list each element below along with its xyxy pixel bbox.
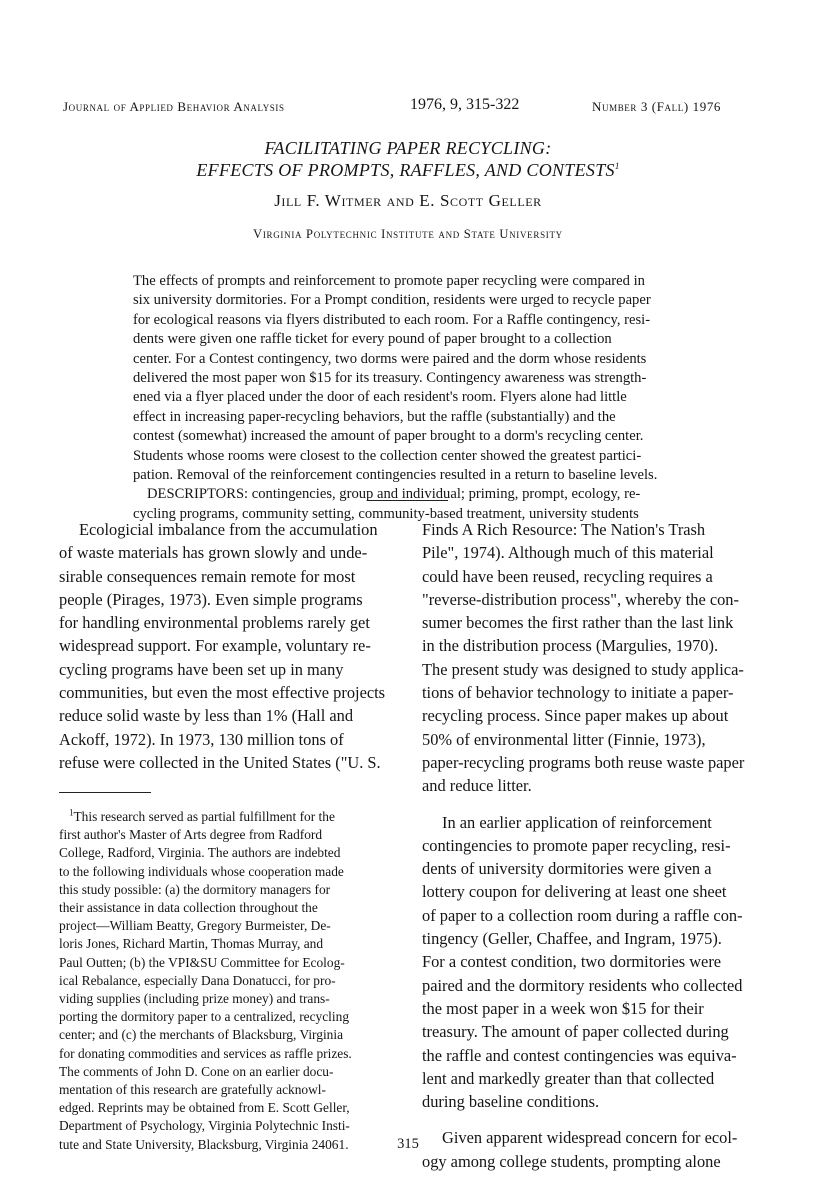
body-line: treasury. The amount of paper collected during	[422, 1022, 729, 1042]
body-line: tingency (Geller, Chaffee, and Ingram, 1975).	[422, 929, 722, 949]
footnote-line: tute and State University, Blacksburg, Virginia 24061.	[59, 1136, 349, 1152]
body-line: could have been reused, recycling requires a	[422, 566, 713, 586]
abstract-line: contest (somewhat) increased the amount of paper brought to a dorm's recycling center.	[133, 428, 644, 445]
footnote	[59, 808, 399, 1154]
body-line: tions of behavior technology to initiate a paper-	[422, 683, 734, 703]
footnote-text: This research served as partial fulfillment for the	[73, 809, 335, 824]
body-line: "reverse-distribution process", whereby the con-	[422, 589, 739, 609]
body-line: recycling process. Since paper makes up about	[422, 706, 729, 726]
affiliation: Virginia Polytechnic Institute and State University	[253, 227, 563, 241]
footnote-line: mentation of this research are gratefully acknowl-	[59, 1082, 326, 1098]
body-line: sumer becomes the first rather than the last link	[422, 613, 734, 633]
footnote-line: first author's Master of Arts degree from Radford	[59, 827, 323, 843]
footnote-line: their assistance in data collection throughout the	[59, 900, 318, 916]
abstract-line: effect in increasing paper-recycling behaviors, but the raffle (substantially) and the	[133, 408, 616, 425]
descriptors-line: cycling programs, community setting, community-based treatment, university students	[133, 505, 639, 522]
body-line: refuse were collected in the United States ("U. S.	[59, 752, 381, 772]
body-line: communities, but even the most effective projects	[59, 683, 386, 703]
body-line: Ackoff, 1972). In 1973, 130 million tons of	[59, 729, 344, 749]
body-line: widespread support. For example, voluntary re-	[59, 636, 371, 656]
body-line: the most paper in a week won $15 for their	[422, 998, 704, 1018]
citation: 1976, 9, 315-322	[410, 96, 520, 113]
body-line: during baseline conditions.	[422, 1092, 600, 1112]
body-line: 50% of environmental litter (Finnie, 1973),	[422, 729, 706, 749]
abstract-line: dents were given one raffle ticket for every pound of paper brought to a collection	[133, 331, 612, 348]
footnote-line	[59, 808, 399, 826]
abstract-line: The effects of prompts and reinforcement to promote paper recycling were compared in	[133, 273, 645, 289]
abstract-line: center. For a Contest contingency, two dorms were paired and the dorm whose residents	[133, 350, 647, 367]
body-line: Pile", 1974). Although much of this material	[422, 543, 714, 563]
body-line: paper-recycling programs both reuse waste paper	[422, 752, 745, 772]
body-line: of paper to a collection room during a raffle con-	[422, 905, 743, 925]
body-line: lottery coupon for delivering at least one sheet	[422, 882, 727, 902]
descriptors-line: DESCRIPTORS: contingencies, group and individual; priming, prompt, ecology, re-	[147, 486, 641, 503]
body-line: paired and the dormitory residents who collected	[422, 975, 743, 995]
abstract-line: delivered the most paper won $15 for its treasury. Contingency awareness was strength-	[133, 370, 647, 387]
footnote-line: Paul Outten; (b) the VPI&SU Committee for Ecolog-	[59, 954, 345, 970]
title-footnote-marker: 1	[614, 161, 620, 171]
body-line: of waste materials has grown slowly and unde-	[59, 543, 368, 563]
left-column	[59, 518, 393, 774]
body-line: cycling programs have been set up in many	[59, 659, 344, 679]
footnote-line: viding supplies (including prize money) and trans-	[59, 991, 330, 1007]
footnote-line: College, Radford, Virginia. The authors are indebted	[59, 845, 341, 861]
abstract-line: for ecological reasons via flyers distributed to each room. For a Raffle contingency, resi-	[133, 311, 651, 328]
issue-info: Number 3 (Fall) 1976	[592, 99, 722, 114]
footnote-line: Department of Psychology, Virginia Polytechnic Insti-	[59, 1118, 350, 1134]
footnote-line: for donating commodities and services as raffle prizes.	[59, 1045, 352, 1061]
title-line-1: FACILITATING PAPER RECYCLING:	[264, 138, 552, 158]
body-line: The present study was designed to study applica-	[422, 659, 744, 679]
footnote-line: The comments of John D. Cone on an earlier docu-	[59, 1063, 334, 1079]
page-number: 315	[397, 1136, 419, 1152]
section-divider	[368, 500, 448, 501]
body-line: and reduce litter.	[422, 776, 532, 796]
title-line-2-text: EFFECTS OF PROMPTS, RAFFLES, AND CONTESTS	[196, 160, 615, 180]
footnote-line: loris Jones, Richard Martin, Thomas Murray, and	[59, 936, 324, 952]
abstract-line: ened via a flyer placed under the door of each resident's room. Flyers alone had little	[133, 389, 627, 406]
title-line-2	[0, 160, 816, 181]
body-line: the raffle and contest contingencies was equiva-	[422, 1045, 737, 1065]
body-line: ogy among college students, prompting alone	[422, 1151, 721, 1171]
footnote-line: edged. Reprints may be obtained from E. Scott Geller,	[59, 1100, 350, 1116]
paragraph-gap	[422, 1113, 762, 1126]
body-line: Given apparent widespread concern for ecol-	[442, 1128, 738, 1148]
abstract-line: pation. Removal of the reinforcement contingencies resulted in a return to baseline levels.	[133, 467, 658, 484]
footnote-marker: 1	[69, 807, 74, 818]
journal-name: Journal of Applied Behavior Analysis	[63, 99, 285, 114]
abstract	[133, 272, 685, 524]
body-line: reduce solid waste by less than 1% (Hall and	[59, 706, 354, 726]
authors: Jill F. Witmer and E. Scott Geller	[274, 191, 542, 210]
right-column	[422, 518, 762, 1173]
body-line: people (Pirages, 1973). Even simple programs	[59, 589, 363, 609]
footnote-line: this study possible: (a) the dormitory managers for	[59, 881, 331, 897]
body-line: in the distribution process (Margulies, 1970).	[422, 636, 719, 656]
body-line: lent and markedly greater than that collected	[422, 1068, 715, 1088]
body-line: Finds A Rich Resource: The Nation's Trash	[422, 520, 706, 539]
body-line: In an earlier application of reinforcement	[442, 812, 712, 832]
abstract-line: Students whose rooms were closest to the collection center showed the greatest partici-	[133, 447, 642, 464]
abstract-line: six university dormitories. For a Prompt condition, residents were urged to recycle paper	[133, 292, 651, 309]
body-line: contingencies to promote paper recycling, resi-	[422, 835, 731, 855]
footnote-line: project—William Beatty, Gregory Burmeister, De-	[59, 918, 331, 934]
body-line: for handling environmental problems rarely get	[59, 613, 370, 633]
footnote-line: ical Rebalance, especially Dana Donatucci, for pro-	[59, 972, 336, 988]
footnote-line: porting the dormitory paper to a centralized, recycling	[59, 1009, 350, 1025]
body-line: Ecologicial imbalance from the accumulation	[79, 520, 378, 539]
body-line: dents of university dormitories were given a	[422, 859, 712, 879]
body-line: sirable consequences remain remote for most	[59, 566, 356, 586]
body-line: For a contest condition, two dormitories were	[422, 952, 722, 972]
footnote-line: to the following individuals whose cooperation made	[59, 863, 344, 879]
paragraph-gap	[422, 798, 762, 811]
footnote-divider	[59, 792, 151, 793]
footnote-line: center; and (c) the merchants of Blacksburg, Virginia	[59, 1027, 344, 1043]
